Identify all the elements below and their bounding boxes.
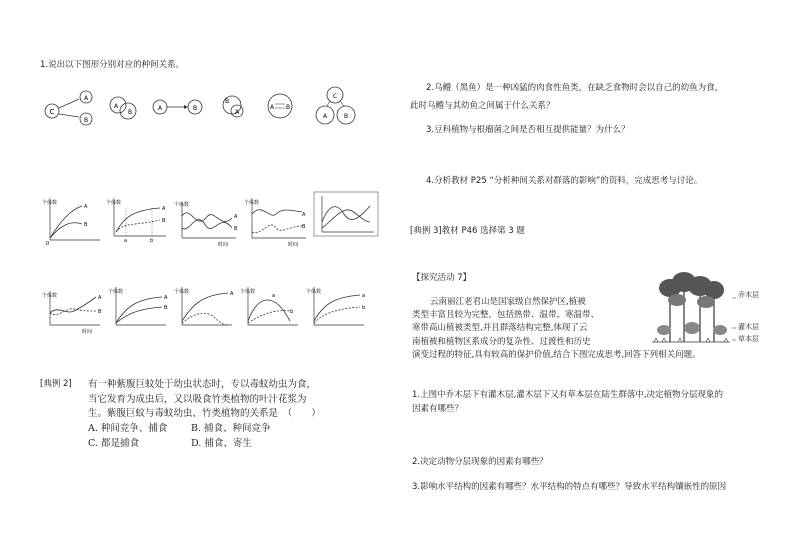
activity-line: 寒带高山植被类型,并且群落结构完整,体现了云 xyxy=(412,323,588,334)
example-2-line: 当它发育为成虫后，又以吸食竹类植物的叶汁花浆为 xyxy=(88,393,307,405)
layer-label-tree: 乔木层 xyxy=(738,291,759,299)
tree-canopy xyxy=(659,272,724,308)
diagram-label-b: B xyxy=(83,117,89,124)
tick-label-b: b xyxy=(150,238,154,244)
series-label-b: B xyxy=(302,224,306,230)
axis-label-y: 个体数 xyxy=(174,202,190,208)
diagram-one-way xyxy=(153,100,202,114)
diagram-label-b: B xyxy=(224,98,230,105)
series-label-b: B xyxy=(162,218,166,224)
herb-layer xyxy=(654,338,728,342)
axis-label-y: 个体数 xyxy=(174,289,190,295)
option-d[interactable]: D. 捕食、寄生 xyxy=(191,437,252,449)
example-2-line: 生。紫腹巨蚊与毒蚊幼虫、竹类植物的关系是 （ ） xyxy=(88,408,321,420)
series-label-b: B xyxy=(234,226,238,232)
option-c[interactable]: C. 都是捕食 xyxy=(88,437,139,449)
diagram-label-b: B xyxy=(192,105,198,112)
example-2-tag: [典例 2] xyxy=(40,379,72,389)
axis-label-y: 个体数 xyxy=(42,200,58,206)
series-label-a: A xyxy=(98,295,102,301)
axis-label-y: 个体数 xyxy=(106,200,122,206)
activity-line: 类型丰富且较为完整，包括热带、温带、寒温带、 xyxy=(412,310,600,321)
series-label-b: B xyxy=(98,309,102,315)
axis-label-y: 个体数 xyxy=(108,289,124,295)
graph-4 xyxy=(244,198,306,248)
activity-line: 演变过程的特征,具有较高的保护价值,结合下图完成思考,回答下列相关问题。 xyxy=(412,349,701,360)
answer-question-2: 2.决定动物分层现象的因素有哪些？ xyxy=(412,457,548,467)
graph-5 xyxy=(314,192,378,236)
graph-row-2 xyxy=(42,285,382,335)
origin-label: 0 xyxy=(46,241,50,247)
graph-10 xyxy=(306,287,365,325)
series-label-b: B xyxy=(164,305,168,311)
question-1: 1.说出以下图形分别对应的种间关系。 xyxy=(40,60,185,70)
series-label-b-lower: b xyxy=(362,305,366,311)
series-label-a: A xyxy=(164,295,168,301)
diagram-predation-two xyxy=(45,91,92,125)
diagram-mutualism xyxy=(268,94,292,118)
axis-label-y: 个体数 xyxy=(306,289,322,295)
diagram-label-c: C xyxy=(49,108,55,116)
graph-1 xyxy=(42,198,100,247)
diagram-label-a: A xyxy=(269,104,275,111)
graph-3 xyxy=(174,201,238,248)
axis-label-x: 时间 xyxy=(288,242,299,248)
graph-row-1 xyxy=(42,192,382,247)
graph-7 xyxy=(108,287,168,325)
diagram-label-a: A xyxy=(234,109,240,116)
series-label-b-lower: b xyxy=(290,309,294,315)
axis-label-y: 个体数 xyxy=(244,200,260,206)
option-b[interactable]: B. 捕食、种间竞争 xyxy=(191,423,271,435)
example-3: [典例 3]教材 P46 选择第 3 题 xyxy=(410,226,525,236)
series-label-a-lower: a xyxy=(272,293,276,299)
graph-2 xyxy=(106,198,166,244)
series-label-a-lower: a xyxy=(362,293,366,299)
answer-question-1: 1.上图中乔木层下有灌木层,灌木层下又有草本层在陆生群落中,决定植物分层现象的 xyxy=(412,390,724,400)
question-4: 4.分析教材 P25 “分析种间关系对群落的影响”的资料，完成思考与讨论。 xyxy=(426,176,703,186)
activity-title: 【探究活动 7】 xyxy=(412,273,472,283)
diagram-label-b: B xyxy=(285,104,291,111)
layer-label-herb: 草本层 xyxy=(738,335,759,343)
diagram-overlap xyxy=(110,97,136,119)
diagram-label-b: B xyxy=(127,109,133,116)
answer-question-1-cont: 因素有哪些？ xyxy=(412,404,464,414)
activity-text xyxy=(412,296,701,362)
axis-label-y: 个体数 xyxy=(240,289,256,295)
series-label-a: A xyxy=(84,204,88,210)
axis-label-x: 时间 xyxy=(82,329,93,335)
activity-line: 云南丽江老君山是国家级自然保护区,植被 xyxy=(430,297,586,307)
layer-label-shrub: 灌木层 xyxy=(738,323,759,331)
graph-6 xyxy=(42,291,102,335)
question-2-cont: 此时乌鳢与其幼鱼之间属于什么关系？ xyxy=(410,101,555,111)
series-label-a: A xyxy=(230,291,234,297)
tick-label-a: a xyxy=(124,238,128,244)
option-a[interactable]: A. 种间竞争、捕食 xyxy=(88,423,168,435)
graph-8 xyxy=(174,287,234,325)
example-2-line: 有一种紫腹巨蚊处于幼虫状态时，专以毒蚊幼虫为食， xyxy=(88,379,317,390)
diagram-label-a: A xyxy=(83,95,89,102)
answer-question-3: 3.影响水平结构的因素有哪些？水平结构的特点有哪些？导致水平结构镶嵌性的原因 xyxy=(412,482,727,492)
question-2: 2.乌鳢（黑鱼）是一种凶猛的肉食性鱼类，在缺乏食物时会以自己的幼鱼为食， xyxy=(426,83,724,93)
shrub-layer xyxy=(657,322,727,335)
series-label-a: A xyxy=(302,212,306,218)
graph-9 xyxy=(240,287,298,325)
diagram-label-a: A xyxy=(322,113,328,120)
relationship-circle-diagrams xyxy=(40,85,380,135)
diagram-parasitism xyxy=(223,96,243,117)
question-3: 3.豆科植物与根瘤菌之间是否相互提供能量？为什么？ xyxy=(426,125,630,135)
diagram-competition-three xyxy=(316,87,355,124)
diagram-label-a: A xyxy=(113,103,119,110)
activity-line: 南植被和植物区系成分的复杂性、过渡性和历史 xyxy=(412,336,591,347)
series-label-a: A xyxy=(162,206,166,212)
series-label-a: A xyxy=(234,214,238,220)
example-2 xyxy=(40,378,380,452)
diagram-label-b: B xyxy=(343,113,349,120)
axis-label-x: 时间 xyxy=(218,242,229,248)
diagram-label-c: C xyxy=(332,93,338,100)
diagram-label-a: A xyxy=(157,105,163,112)
series-label-b: B xyxy=(84,222,88,228)
axis-label-y: 个体数 xyxy=(42,293,58,299)
